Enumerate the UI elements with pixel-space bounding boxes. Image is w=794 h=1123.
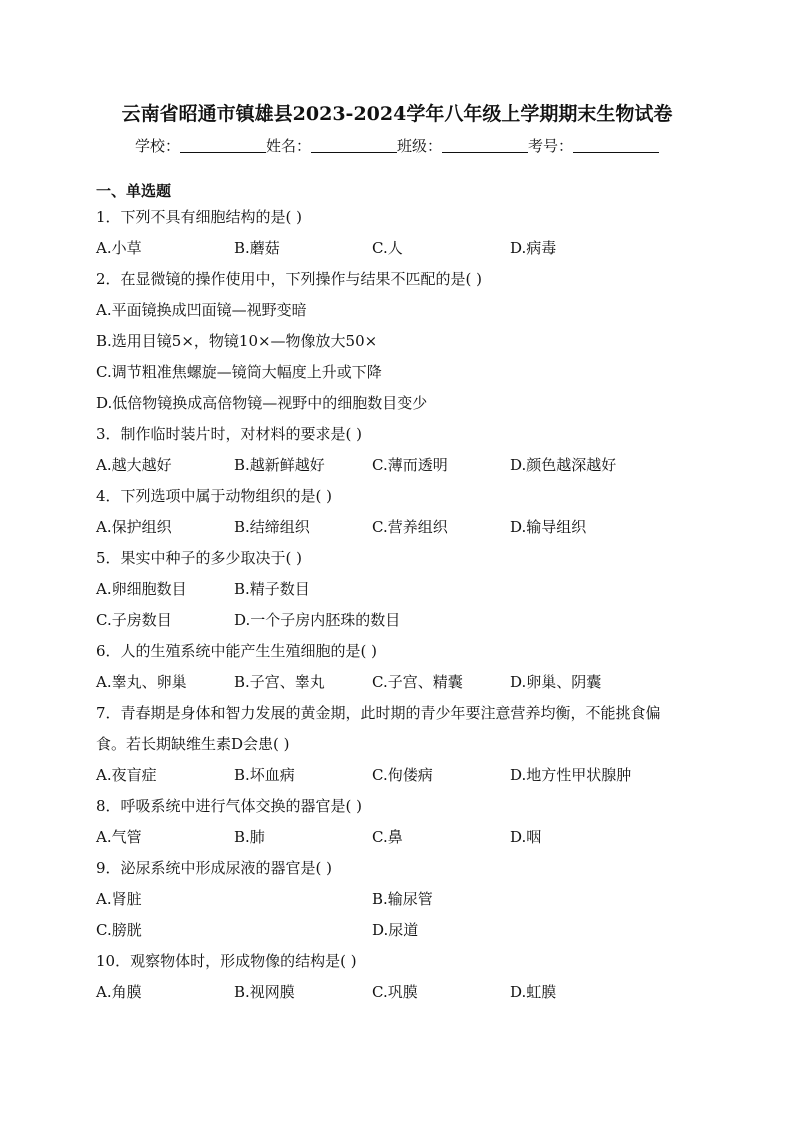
name-blank[interactable] — [311, 138, 397, 153]
question-stem: 2．在显微镜的操作使用中，下列操作与结果不匹配的是( ) — [96, 270, 483, 288]
option-a: A.越大越好 — [96, 456, 172, 474]
option-c: C.薄而透明 — [372, 456, 448, 474]
option-d: D.一个子房内胚珠的数目 — [234, 611, 401, 629]
option-b: B.肺 — [234, 828, 265, 846]
option-c: C.营养组织 — [372, 518, 448, 536]
option-b: B.选用目镜5×，物镜10×—物像放大50× — [96, 332, 378, 350]
question-stem: 10．观察物体时，形成物像的结构是( ) — [96, 952, 357, 970]
option-c: C.佝偻病 — [372, 766, 433, 784]
option-a: A.气管 — [96, 828, 142, 846]
question-stem: 4．下列选项中属于动物组织的是( ) — [96, 487, 333, 505]
option-a: A.保护组织 — [96, 518, 172, 536]
option-c: C.膀胱 — [96, 921, 142, 939]
option-c: C.子宫、精囊 — [372, 673, 463, 691]
option-row — [96, 388, 700, 419]
option-a: A.平面镜换成凹面镜—视野变暗 — [96, 301, 307, 319]
option-b: B.子宫、睾丸 — [234, 673, 325, 691]
option-d: D.病毒 — [510, 239, 557, 257]
option-b: B.精子数目 — [234, 580, 310, 598]
option-d: D.输导组织 — [510, 518, 587, 536]
option-d: D.低倍物镜换成高倍物镜—视野中的细胞数目变少 — [96, 394, 428, 412]
option-a: A.卵细胞数目 — [96, 580, 187, 598]
option-row — [96, 233, 700, 264]
option-b: B.结缔组织 — [234, 518, 310, 536]
option-c: C.调节粗准焦螺旋—镜筒大幅度上升或下降 — [96, 363, 382, 381]
question-stem: 9．泌尿系统中形成尿液的器官是( ) — [96, 859, 333, 877]
class-blank[interactable] — [442, 138, 528, 153]
option-row — [96, 915, 700, 946]
option-d: D.虹膜 — [510, 983, 557, 1001]
option-row — [96, 357, 700, 388]
question-stem: 8．呼吸系统中进行气体交换的器官是( ) — [96, 797, 363, 815]
option-row — [96, 884, 700, 915]
id-blank[interactable] — [573, 138, 659, 153]
name-label: 姓名： — [265, 137, 311, 155]
option-row — [96, 822, 700, 853]
option-c: C.鼻 — [372, 828, 403, 846]
question-stem: 3．制作临时装片时，对材料的要求是( ) — [96, 425, 363, 443]
option-d: D.地方性甲状腺肿 — [510, 766, 632, 784]
option-a: A.小草 — [96, 239, 142, 257]
class-label: 班级： — [397, 137, 443, 155]
option-c: C.子房数目 — [96, 611, 172, 629]
option-b: B.输尿管 — [372, 890, 433, 908]
question-list — [96, 202, 700, 1008]
option-b: B.坏血病 — [234, 766, 295, 784]
option-row — [96, 667, 700, 698]
question-stem-line-1: 7．青春期是身体和智力发展的黄金期，此时期的青少年要注意营养均衡，不能挑食偏 — [96, 704, 661, 722]
question-stem: 5．果实中种子的多少取决于( ) — [96, 549, 303, 567]
option-row — [96, 574, 700, 605]
section-heading: 一、单选题 — [96, 182, 172, 200]
option-d: D.卵巢、阴囊 — [510, 673, 602, 691]
option-c: C.人 — [372, 239, 403, 257]
option-a: A.角膜 — [96, 983, 142, 1001]
option-row — [96, 760, 700, 791]
option-a: A.肾脏 — [96, 890, 142, 908]
option-row — [96, 295, 700, 326]
option-b: B.越新鲜越好 — [234, 456, 325, 474]
option-d: D.尿道 — [372, 921, 419, 939]
option-row — [96, 977, 700, 1008]
question-stem-line-2: 食。若长期缺维生素D会患( ) — [96, 735, 290, 753]
option-row — [96, 450, 700, 481]
option-a: A.夜盲症 — [96, 766, 157, 784]
option-d: D.颜色越深越好 — [510, 456, 617, 474]
student-info-line — [0, 135, 794, 157]
option-row — [96, 326, 700, 357]
question-stem: 1．下列不具有细胞结构的是( ) — [96, 208, 303, 226]
school-blank[interactable] — [180, 138, 266, 153]
option-d: D.咽 — [510, 828, 542, 846]
option-b: B.蘑菇 — [234, 239, 280, 257]
option-a: A.睾丸、卵巢 — [96, 673, 187, 691]
option-row — [96, 605, 700, 636]
question-stem: 6．人的生殖系统中能产生生殖细胞的是( ) — [96, 642, 378, 660]
id-label: 考号： — [528, 137, 574, 155]
option-c: C.巩膜 — [372, 983, 418, 1001]
option-row — [96, 512, 700, 543]
option-b: B.视网膜 — [234, 983, 295, 1001]
exam-title: 云南省昭通市镇雄县2023-2024学年八年级上学期期末生物试卷 — [121, 103, 673, 125]
school-label: 学校： — [134, 137, 180, 155]
